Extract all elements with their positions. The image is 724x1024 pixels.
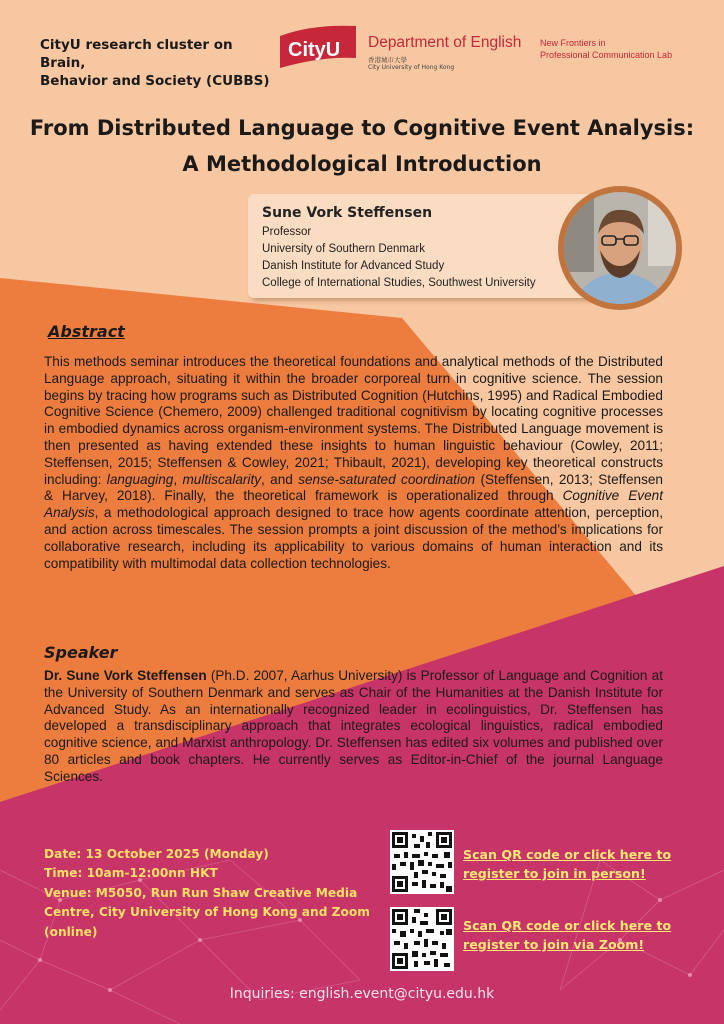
speaker-card-text: [262, 205, 536, 292]
register-in-person-link[interactable]: Scan QR code or click here to register to join in person!: [463, 847, 672, 881]
inquiries-contact: Inquiries: english.event@cityu.edu.hk: [229, 986, 495, 1002]
speaker-card-affiliation-2: Danish Institute for Advanced Study: [262, 260, 445, 272]
department-name: Department of English: [368, 34, 522, 51]
cityu-logo: [272, 22, 362, 72]
term-sense-saturated-coordination: sense-saturated coordination: [298, 471, 476, 487]
term-languaging: languaging: [106, 471, 174, 487]
lab-line-2: Professional Communication Lab: [540, 50, 673, 60]
speaker-bio: Dr. Sune Vork Steffensen (Ph.D. 2007, Aarhus University) is Professor of Language and Cognition at the University of Southern Denmark and serves as Chair of the Humanities at the Danish Institute for Advanced Study. As an internationally recognized leader in ecolinguistics, Dr. Steffensen has developed a transdisciplinary approach that integrates ecological linguistics, radical embodied cognitive science, and Marxist anthropology. Dr. Steffensen has edited six volumes and published over 80 articles and book chapters. He currently serves as Editor-in-Chief of the journal Language Sciences.: [44, 668, 663, 784]
term-cognitive-event-analysis: Cognitive Event Analysis: [44, 488, 663, 521]
speaker-card-role: Professor: [262, 226, 312, 238]
speaker-bio-name: Dr. Sune Vork Steffensen: [44, 668, 207, 683]
title-line-2: A Methodological Introduction: [182, 152, 542, 176]
speaker-heading: Speaker: [44, 643, 118, 662]
seminar-title: [20, 110, 704, 182]
abstract-heading: Abstract: [48, 322, 125, 341]
term-multiscalarity: multiscalarity: [182, 471, 262, 487]
event-venue: Venue: M5050, Run Run Shaw Creative Media Centre, City University of Hong Kong and Zoom (online): [44, 885, 370, 939]
speaker-card-name: Sune Vork Steffensen: [262, 205, 433, 221]
lab-line-1: New Frontiers in: [540, 38, 606, 48]
register-zoom-link[interactable]: Scan QR code or click here to register to join via Zoom!: [463, 918, 672, 952]
qr-code-in-person[interactable]: [390, 830, 454, 894]
research-cluster-label: [40, 36, 270, 90]
lab-label: [540, 37, 710, 61]
speaker-photo: [558, 186, 682, 310]
logo-text: CityU: [288, 39, 341, 61]
abstract-text: This methods seminar introduces the theoretical foundations and analytical methods of the Distributed Language approach, situating it within the broader corporeal turn in cognitive science. The session begins by tracing how programs such as Distributed Cognition (Hutchins, 1995) and Radical Embodied Cognitive Science (Chemero, 2009) challenged traditional cognitivism by locating cognitive processes in embodied dynamics across organism-environment systems. The Distributed Language movement is then presented as having extended these insights to human linguistic behaviour (Cowley, 2011; Steffensen, 2015; Steffensen & Cowley, 2021; Thibault, 2021), developing key theoretical constructs including: languaging, multiscalarity, and sense-saturated coordination (Steffensen, 2013; Steffensen & Harvey, 2018). Finally, the theoretical framework is operationalized through Cognitive Event Analysis, a methodological approach designed to trace how agents coordinate attention, perception, and action across timescales. The session prompts a joint discussion of the method’s implications for collaborative research, including its applicability to various domains of human interaction and its compatibility with multimodal data collection technologies.: [44, 354, 663, 571]
cluster-line-2: Behavior and Society (CUBBS): [40, 73, 270, 89]
cluster-line-1: CityU research cluster on Brain,: [40, 37, 233, 71]
university-name-cn: 香港城市大學: [368, 56, 407, 64]
title-line-1: From Distributed Language to Cognitive Event Analysis:: [29, 116, 695, 140]
speaker-card-affiliation-1: University of Southern Denmark: [262, 243, 425, 255]
university-name-en: City University of Hong Kong: [368, 64, 455, 71]
qr-code-zoom[interactable]: [390, 907, 454, 971]
event-details: [44, 845, 384, 942]
event-date: Date: 13 October 2025 (Monday): [44, 847, 269, 861]
department-block: [368, 34, 521, 72]
speaker-card-affiliation-3: College of International Studies, Southwest University: [262, 277, 536, 289]
event-time: Time: 10am-12:00nn HKT: [44, 866, 218, 881]
